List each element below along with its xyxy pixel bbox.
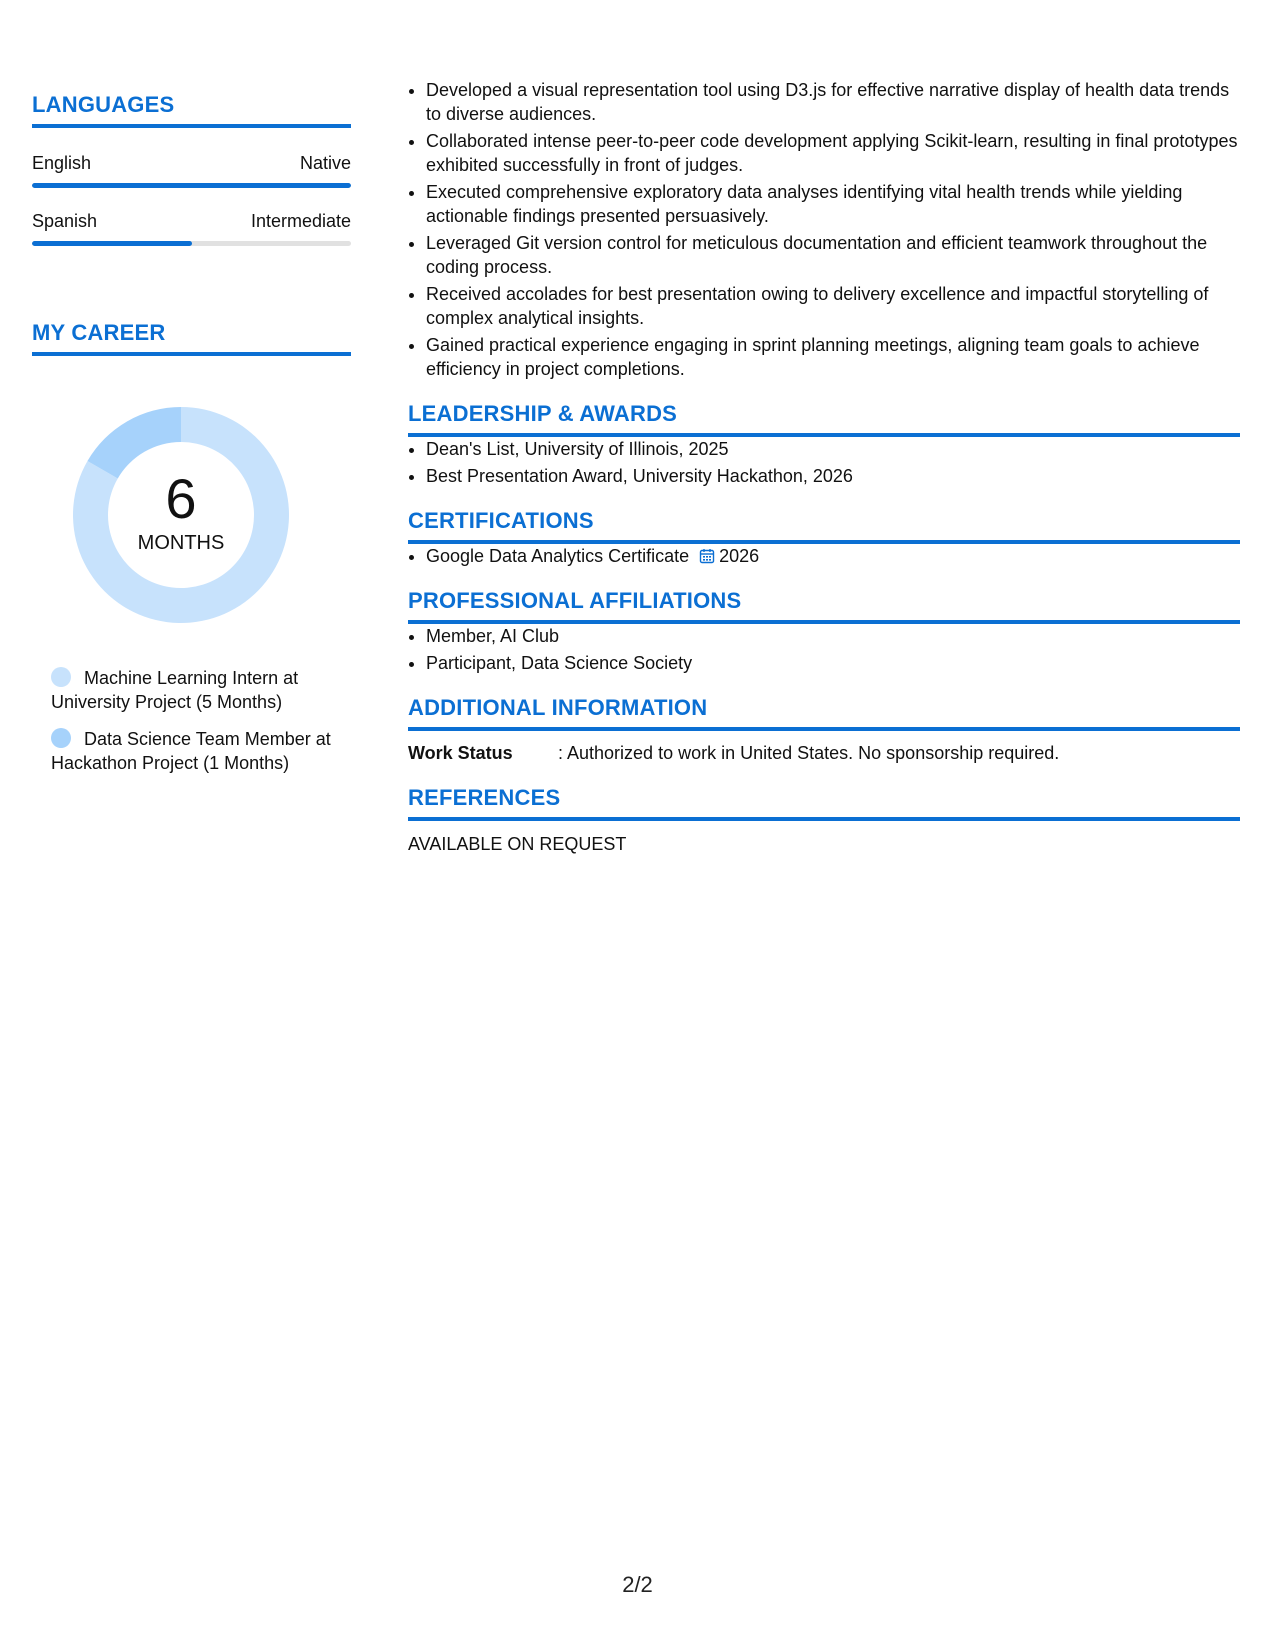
- legend-label: Data Science Team Member at Hackathon Project (1 Months): [51, 729, 331, 773]
- additional-info-heading: ADDITIONAL INFORMATION: [408, 695, 1240, 731]
- leadership-section: [408, 401, 1240, 488]
- language-item-english: [32, 152, 351, 188]
- legend-item: [51, 666, 341, 714]
- affiliations-list: [408, 624, 1240, 675]
- career-donut-chart: [66, 400, 296, 630]
- career-total-number: 6: [165, 467, 197, 530]
- references-heading: REFERENCES: [408, 785, 1240, 821]
- language-name: Spanish: [32, 211, 98, 231]
- list-item: • Member, AI Club: [426, 624, 1240, 648]
- language-proficiency-bar: [32, 183, 351, 188]
- references-section: [408, 785, 1240, 856]
- donut-center: [66, 400, 296, 630]
- list-item: [426, 544, 1240, 568]
- legend-dot: [51, 667, 71, 687]
- language-item-spanish: [32, 210, 351, 246]
- languages-heading: LANGUAGES: [32, 92, 351, 128]
- certifications-section: [408, 508, 1240, 568]
- left-column: [32, 92, 351, 788]
- language-proficiency-fill: [32, 241, 192, 246]
- legend-item: [51, 727, 341, 775]
- list-item: • Developed a visual representation tool using D3.js for effective narrative display of health data trends to diverse audiences.: [426, 78, 1240, 126]
- list-item: • Executed comprehensive exploratory data analyses identifying vital health trends while yielding actionable findings presented persuasively.: [426, 180, 1240, 228]
- language-level: Native: [299, 153, 351, 173]
- certification-name: Google Data Analytics Certificate: [426, 546, 690, 566]
- affiliations-section: [408, 588, 1240, 675]
- certifications-heading: CERTIFICATIONS: [408, 508, 1240, 544]
- career-heading: MY CAREER: [32, 320, 351, 356]
- language-proficiency-fill: [32, 183, 351, 188]
- list-item: • Gained practical experience engaging in sprint planning meetings, aligning team goals to achieve efficiency in project completions.: [426, 333, 1240, 381]
- language-proficiency-bar: [32, 241, 351, 246]
- list-item: • Dean's List, University of Illinois, 2025: [426, 437, 1240, 461]
- list-item: • Best Presentation Award, University Hackathon, 2026: [426, 464, 1240, 488]
- additional-info-section: [408, 695, 1240, 765]
- career-total-unit: MONTHS: [137, 532, 225, 554]
- work-status-row: [408, 741, 1240, 765]
- page-number: 2/2: [622, 1572, 653, 1597]
- affiliations-heading: PROFESSIONAL AFFILIATIONS: [408, 588, 1240, 624]
- leadership-list: [408, 437, 1240, 488]
- right-column: [408, 78, 1240, 856]
- work-status-label: Work Status: [408, 743, 513, 763]
- calendar-icon: [699, 546, 715, 562]
- list-item: • Received accolades for best presentation owing to delivery excellence and impactful storytelling of complex analytical insights.: [426, 282, 1240, 330]
- list-item: • Participant, Data Science Society: [426, 651, 1240, 675]
- language-level: Intermediate: [250, 211, 351, 231]
- experience-bullet-list: [408, 78, 1240, 381]
- legend-dot: [51, 728, 71, 748]
- work-status-value: : Authorized to work in United States. No sponsorship required.: [558, 743, 1060, 763]
- leadership-heading: LEADERSHIP & AWARDS: [408, 401, 1240, 437]
- list-item: • Collaborated intense peer-to-peer code development applying Scikit-learn, resulting in final prototypes exhibited successfully in front of judges.: [426, 129, 1240, 177]
- legend-label: Machine Learning Intern at University Project (5 Months): [51, 668, 299, 712]
- language-name: English: [32, 153, 92, 173]
- certification-year: 2026: [719, 546, 760, 566]
- list-item: • Leveraged Git version control for meticulous documentation and efficient teamwork throughout the coding process.: [426, 231, 1240, 279]
- career-legend: [51, 666, 341, 775]
- certifications-list: [408, 544, 1240, 568]
- references-text: AVAILABLE ON REQUEST: [408, 834, 627, 854]
